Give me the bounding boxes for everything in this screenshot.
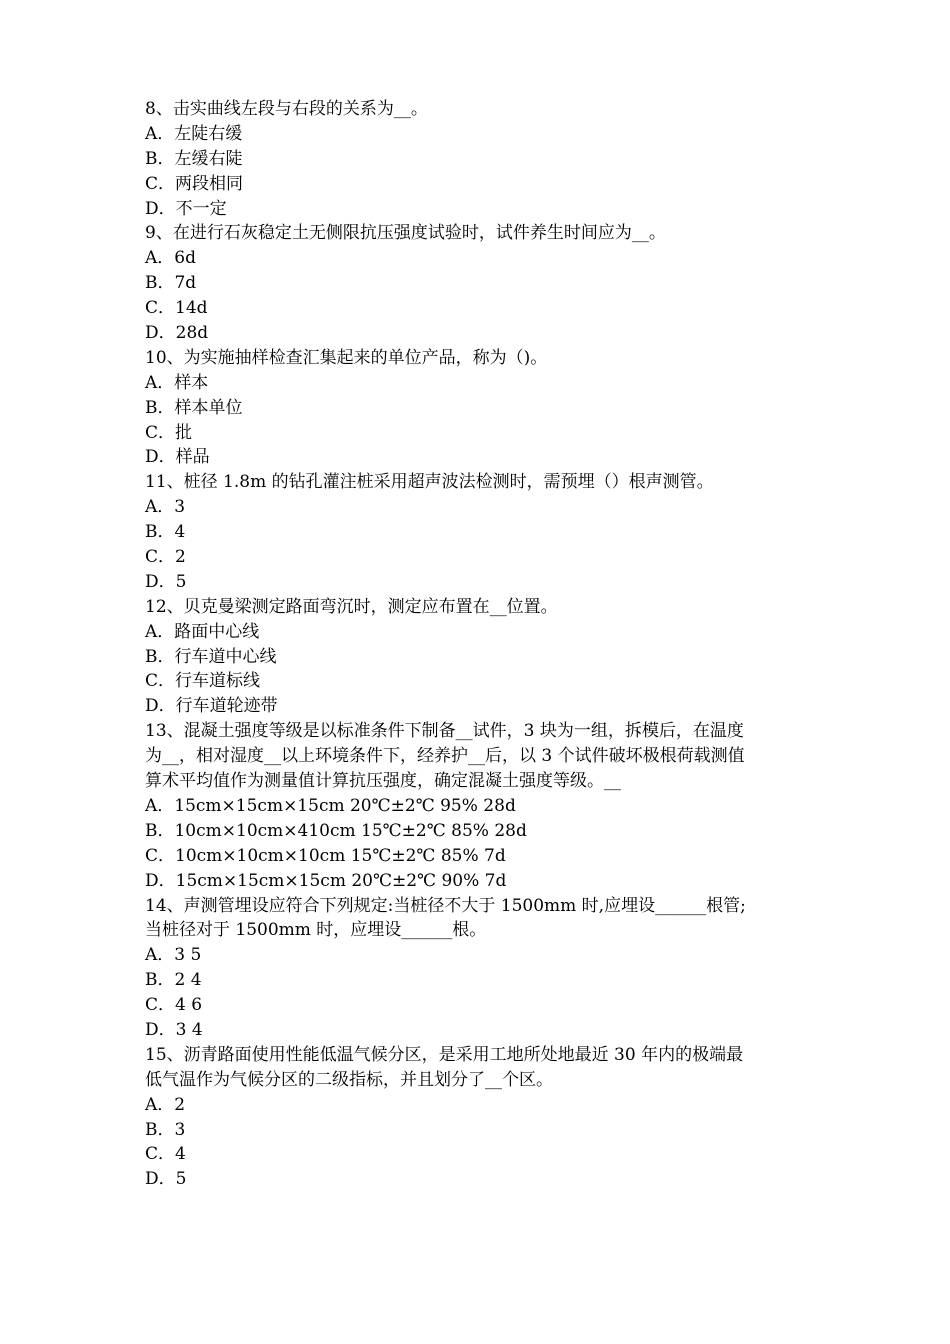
- question-text-line-3: 算术平均值作为测量值计算抗压强度，确定混凝土强度等级。__: [145, 771, 621, 792]
- option-c: C．两段相同: [145, 173, 244, 194]
- option-a: A．样本: [145, 372, 209, 393]
- question-text-line-2: 为__，相对湿度__以上环境条件下，经养护__后，以 3 个试件破坏极根荷载测值: [145, 746, 745, 767]
- question-text-line-2: 当桩径对于 1500mm 时，应埋设______根。: [145, 920, 487, 941]
- question-14: [145, 894, 810, 1043]
- question-8: [145, 97, 810, 221]
- option-c: C．2: [145, 547, 186, 568]
- option-a: A．左陡右缓: [145, 123, 243, 144]
- option-a: A．15cm×15cm×15cm 20℃±2℃ 95% 28d: [145, 795, 516, 816]
- option-c: C．10cm×10cm×10cm 15℃±2℃ 85% 7d: [145, 845, 506, 866]
- option-a: A．路面中心线: [145, 621, 260, 642]
- option-b: B．10cm×10cm×410cm 15℃±2℃ 85% 28d: [145, 820, 527, 841]
- option-d: D．不一定: [145, 198, 227, 219]
- option-c: C．批: [145, 422, 193, 443]
- option-d: D．5: [145, 1169, 187, 1190]
- exam-document: [145, 97, 810, 1192]
- question-text: 12、贝克曼梁测定路面弯沉时，测定应布置在__位置。: [145, 596, 558, 617]
- question-text: 8、击实曲线左段与右段的关系为__。: [145, 99, 428, 119]
- option-b: B．左缓右陡: [145, 148, 243, 169]
- question-15: [145, 1043, 810, 1192]
- question-text-line-1: 15、沥青路面使用性能低温气候分区，是采用工地所处地最近 30 年内的极端最: [145, 1044, 744, 1065]
- question-text-line-1: 13、混凝土强度等级是以标准条件下制备__试件，3 块为一组，拆模后，在温度: [145, 721, 744, 742]
- question-11: [145, 470, 810, 594]
- option-d: D．5: [145, 571, 187, 592]
- option-b: B．4: [145, 522, 186, 543]
- option-d: D．28d: [145, 323, 209, 344]
- option-b: B．2 4: [145, 970, 202, 991]
- option-c: C．14d: [145, 298, 208, 319]
- option-a: A．2: [145, 1094, 186, 1115]
- question-12: [145, 595, 810, 719]
- question-text: 10、为实施抽样检查汇集起来的单位产品，称为（)。: [145, 347, 548, 368]
- question-text: 11、桩径 1.8m 的钻孔灌注桩采用超声波法检测时，需预埋（）根声测管。: [145, 472, 714, 493]
- option-b: B．3: [145, 1119, 186, 1140]
- question-text: 9、在进行石灰稳定土无侧限抗压强度试验时，试件养生时间应为__。: [145, 223, 666, 244]
- question-text-line-1: 14、声测管埋设应符合下列规定:当桩径不大于 1500mm 时,应埋设______根管;: [145, 895, 746, 916]
- option-b: B．样本单位: [145, 397, 243, 418]
- option-b: B．行车道中心线: [145, 646, 277, 667]
- option-a: A．3: [145, 497, 186, 518]
- option-c: C．4: [145, 1144, 186, 1165]
- option-d: D．3 4: [145, 1019, 203, 1040]
- option-c: C．行车道标线: [145, 671, 261, 692]
- option-d: D．15cm×15cm×15cm 20℃±2℃ 90% 7d: [145, 870, 507, 891]
- option-b: B．7d: [145, 273, 197, 294]
- option-d: D．样品: [145, 447, 210, 468]
- question-9: [145, 221, 810, 345]
- question-text-line-2: 低气温作为气候分区的二级指标，并且划分了__个区。: [145, 1069, 553, 1090]
- option-d: D．行车道轮迹带: [145, 696, 278, 717]
- option-a: A．6d: [145, 248, 196, 269]
- option-a: A．3 5: [145, 945, 202, 966]
- question-10: [145, 346, 810, 470]
- question-13: [145, 719, 810, 893]
- option-c: C．4 6: [145, 995, 203, 1016]
